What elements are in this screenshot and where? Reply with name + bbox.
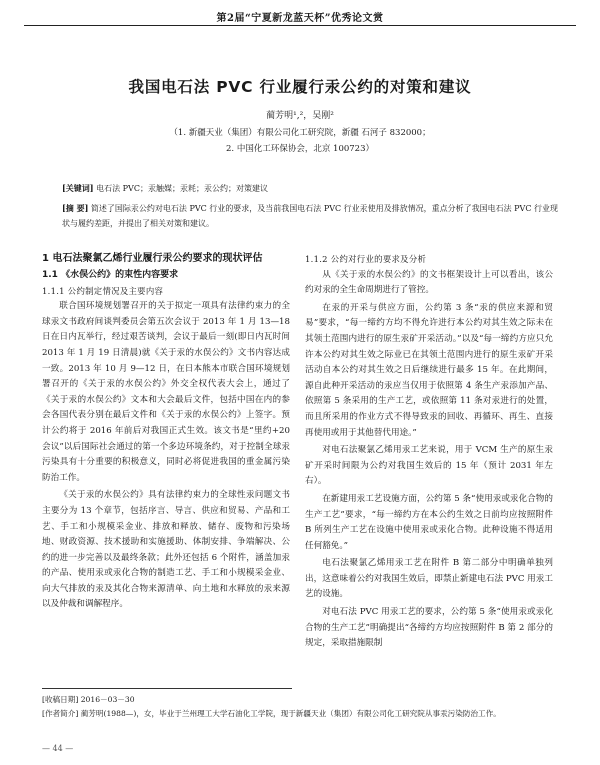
subsection-1-1-heading: 1.1 《水俣公约》的束性内容要求	[42, 270, 179, 280]
right-paragraph-5: 电石法聚氯乙烯用汞工艺在附件 B 第二部分中明确单独列出，这意味着公约对我国生效后，即禁止新建电石法 PVC 用汞工艺的设施。	[305, 558, 553, 600]
abstract-label: [摘 要]	[62, 203, 89, 213]
right-paragraph-6: 对电石法 PVC 用汞工艺的要求，公约第 5 条“使用汞或汞化合物的生产工艺”明确提出“各缔约方均应按照附件 B 第 2 部分的规定，采取措施限制	[305, 607, 553, 649]
left-paragraph-1: 联合国环境规划署召开的关于拟定一项具有法律约束力的全球汞文书政府间谈判委员会第五次会议于 2013 年 1 月 13—18 日在日内瓦举行，经过艰苦谈判，会议于最后一刻(即日内瓦时间 2013 年 1 月 19 日清晨)就《关于汞的水俣公约》文书内容达成一致。2013 年 10 月 9—12 日，在日本熊本市联合国环境规划署召开的《关于汞的水俣公约》外交全权代表大会上，通过了《关于汞的水俣公约》文本和大会最后文件，包括中国在内的参会各国代表分别在最后文件和《关于汞的水俣公约》上签字。预计公约将于 2016 年前后对我国正式生效。该文书是“里约+20 会议”以后国际社会通过的第一个多边环境条约，对于控制全球汞污染具有十分重要的积极意义，同时必将促进我国的重金属污染防治工作。	[42, 301, 290, 483]
affiliation-2: 2. 中国化工环保协会，北京 100723）	[226, 144, 374, 154]
header-rule	[24, 25, 576, 26]
abstract-block	[62, 201, 560, 231]
running-header: 第2届“宁夏新龙蓝天杯”优秀论文赏	[216, 13, 384, 24]
section-1-heading: 1 电石法聚氯乙烯行业履行汞公约要求的现状评估	[42, 253, 263, 264]
affiliation-1: （1. 新疆天业（集团）有限公司化工研究院，新疆 石河子 832000；	[169, 128, 431, 138]
footnote-rule	[42, 688, 292, 689]
keywords-label: [关键词]	[62, 183, 94, 193]
paper-authors: 蔺芳明¹,²，吴刚²	[266, 111, 334, 121]
left-paragraph-2: 《关于汞的水俣公约》具有法律约束力的全球性汞问题文书主要分为 13 个章节，包括序言、导言、供应和贸易、产品和工艺、手工和小规模采金业、排放和释放、储存、废物和污染场地、财政资源、技术援助和实施援助、体制安排、争端解决、公约的进一步完善以及最终条款；此外还包括 6 个附件，涵盖加汞的产品、使用汞或汞化合物的制造工艺、手工和小规模采金业、向大气排放的汞及其化合物来源清单、向土地和水释放的汞来源以及仲裁和调解程序。	[42, 490, 290, 610]
abstract-text: 简述了国际汞公约对电石法 PVC 行业的要求，及当前我国电石法 PVC 行业汞使用及排放情况，重点分析了我国电石法 PVC 行业现状与履约差距，并提出了相关对策和建议。	[62, 204, 559, 228]
right-paragraph-1: 从《关于汞的水俣公约》的文书框架设计上可以看出，该公约对汞的全生命周期进行了管控。	[305, 269, 553, 296]
left-column	[42, 252, 290, 613]
right-column	[305, 252, 553, 652]
footnote-received-date: [收稿日期] 2016－03－30	[42, 695, 135, 704]
keywords-text: 电石法 PVC；汞触媒；汞耗；汞公约；对策建议	[96, 184, 268, 193]
page-marker: — 44 —	[42, 744, 74, 753]
right-paragraph-2: 在汞的开采与供应方面，公约第 3 条“汞的供应来源和贸易”要求，“每一缔约方均不得允许进行本公约对其生效之际未在其领土范围内进行的原生汞矿开采活动。”以及“每一缔约方应只允许本公约对其生效之际业已在其领土范围内进行的原生汞矿开采活动自本公约对其生效之日后继续进行最多 15 年。在此期间，源自此种开采活动的汞应当仅用于依照第 4 条生产汞添加产品、依照第 5 条采用的生产工艺，或依照第 11 条对汞进行的处置，而且所采用的作业方式不得导致汞的回收、再循环、再生、直接再使用或用于其他替代用途。”	[305, 302, 553, 438]
right-paragraph-4: 在新建用汞工艺设施方面，公约第 5 条“使用汞或汞化合物的生产工艺”要求，“每一缔约方在本公约生效之日前均应按照附件 B 所列生产工艺在设施中使用汞或汞化合物。此种设施不得适用任何豁免。”	[305, 493, 553, 551]
right-paragraph-3: 对电石法聚氯乙烯用汞工艺来说，用于 VCM 生产的原生汞矿开采时间限为公约对我国生效后的 15 年（预计 2031 年左右）。	[305, 445, 553, 487]
subsection-1-1-2-heading: 1.1.2 公约对行业的要求及分析	[305, 254, 427, 264]
paper-title: 我国电石法 PVC 行业履行汞公约的对策和建议	[128, 78, 472, 96]
keywords-line	[62, 183, 560, 194]
footnote-author-bio: [作者简介] 蔺芳明(1988—)，女，毕业于兰州理工大学石油化工学院，现于新疆天业（集团）有限公司化工研究院从事汞污染防治工作。	[42, 709, 501, 718]
subsection-1-1-1-heading: 1.1.1 公约制定情况及主要内容	[42, 285, 164, 296]
